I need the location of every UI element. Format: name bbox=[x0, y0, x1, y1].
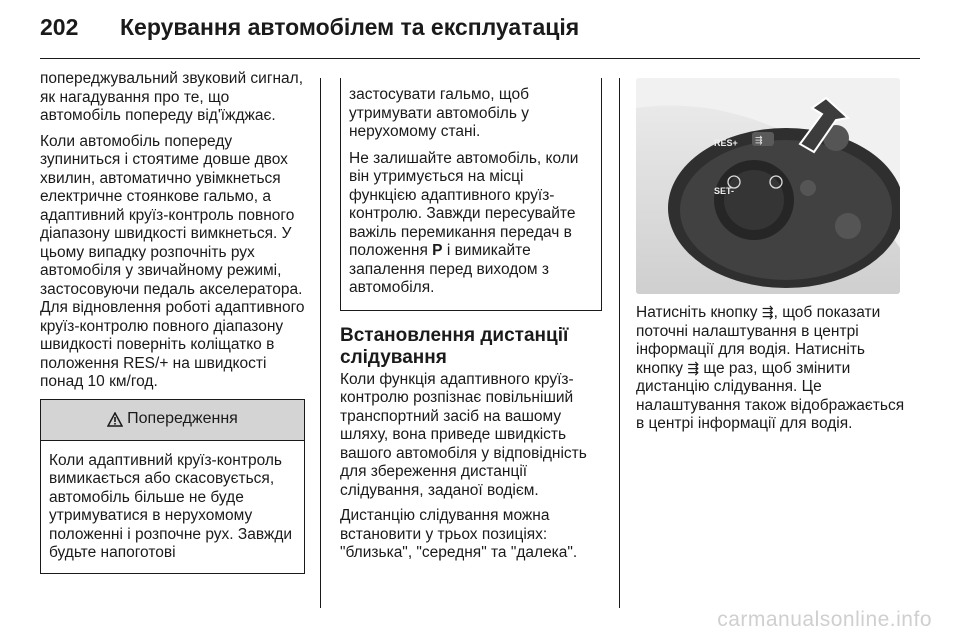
distance-icon: ⇶ bbox=[761, 305, 774, 321]
paragraph: попереджувальний звуковий сигнал, як нагадування про те, що автомобіль попереду від'їжджає. bbox=[40, 70, 304, 124]
column-2 bbox=[340, 78, 602, 570]
section-title: Встановлення дистанції слідування bbox=[340, 324, 569, 368]
column-divider-1 bbox=[320, 78, 321, 608]
distance-icon: ⇶ bbox=[755, 136, 763, 146]
paragraph: Коли функція адаптивного круїз-контролю розпізнає повільніший транспортний засіб на вашому шляху, вона приведе швидкість вашого автомобіля у відповідність для збереження дистанції слідування, заданої водієм. bbox=[340, 370, 587, 499]
warning-box bbox=[40, 399, 305, 574]
steering-wheel-controls-figure bbox=[636, 78, 900, 294]
paragraph: Коли автомобіль попереду зупиниться і стоятиме довше двох хвилин, автоматично увімкнеться електричне стоянкове гальмо, а адаптивний круїз-контроль повного діапазону швидкості вимкнеться. У цьому випадку розпочніть рух автомобіля у звичайному режимі, застосовуючи педаль акселератора. Для відновлення роботі адаптивного круїз-контролю повного діапазону швидкості поверніть коліщатко в положення RES/+ на швидкості понад 10 км/год. bbox=[40, 132, 305, 390]
page-number: 202 bbox=[40, 14, 79, 40]
warning-box-continued bbox=[340, 78, 602, 311]
page-header bbox=[40, 14, 579, 54]
watermark: carmanualsonline.info bbox=[717, 608, 932, 631]
column-3 bbox=[636, 78, 906, 441]
page-title: Керування автомобілем та експлуатація bbox=[120, 14, 580, 40]
warning-text: Коли адаптивний круїз-контроль вимикається або скасовується, автомобіль більше не буде утримуватися в нерухомому положенні і розпочне рух. Завжди будьте напоготові bbox=[49, 451, 293, 561]
warning-heading: Попередження bbox=[127, 410, 238, 428]
warning-triangle-icon bbox=[107, 412, 123, 427]
paragraph: Натисніть кнопку ⇶, щоб показати поточні налаштування в центрі інформації для водія. Натисніть кнопку ⇶ ще раз, щоб змінити дистанцію слідування. Це налаштування також відображається в центрі інформації для водія. bbox=[636, 304, 905, 432]
set-button-label: SET- bbox=[714, 186, 735, 196]
res-button-label: RES+ bbox=[714, 138, 738, 148]
column-divider-2 bbox=[619, 78, 620, 608]
warning-header bbox=[41, 400, 304, 441]
header-rule bbox=[40, 58, 920, 59]
warning-text: застосувати гальмо, щоб утримувати автомобіль у нерухомому стані. bbox=[349, 86, 529, 140]
steering-wheel-illustration bbox=[636, 78, 900, 294]
warning-text: Не залишайте автомобіль, коли він утримується на місці функцією адаптивного круїз-контролю. Завжди пересувайте важіль перемикання передач в положення P і вимикайте запалення перед виходом з автомобіля. bbox=[349, 149, 579, 296]
distance-icon: ⇶ bbox=[687, 360, 700, 377]
column-1 bbox=[40, 70, 305, 574]
gear-position: P bbox=[432, 242, 443, 259]
paragraph: Дистанцію слідування можна встановити у трьох позиціях: "близька", "середня" та "далека". bbox=[340, 507, 578, 561]
